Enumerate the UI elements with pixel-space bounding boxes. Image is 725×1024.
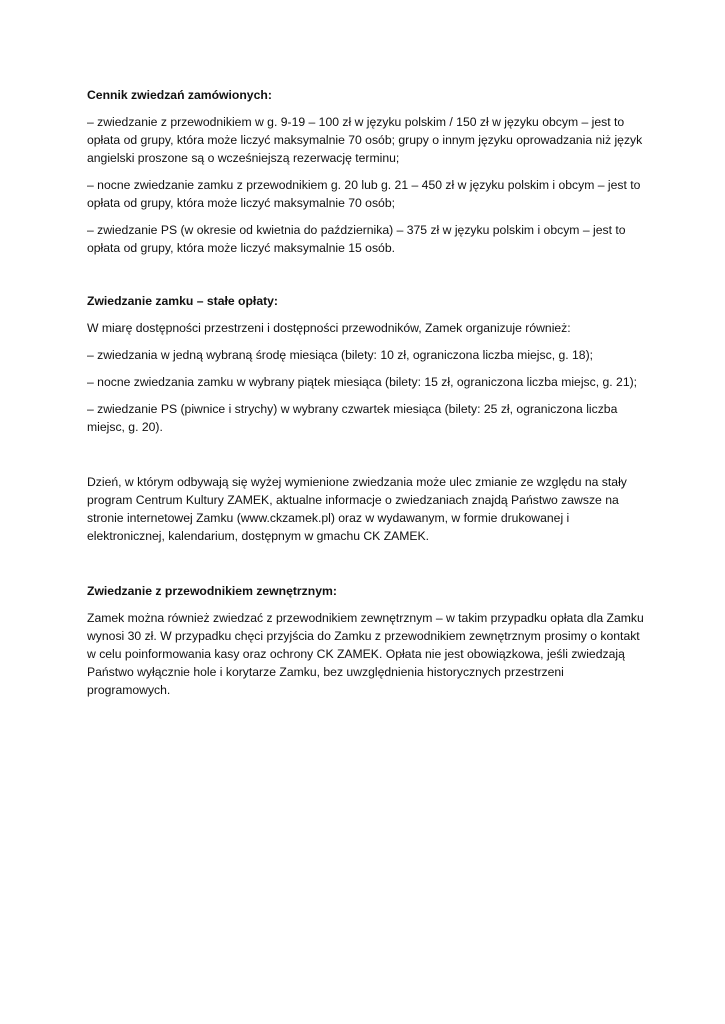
paragraph: W miarę dostępności przestrzeni i dostępności przewodników, Zamek organizuje również:: [87, 321, 571, 335]
section-external-guide: [87, 582, 647, 699]
paragraph: Dzień, w którym odbywają się wyżej wymienione zwiedzania może ulec zmianie ze względu na stały program Centrum Kultury ZAMEK, aktualne informacje o zwiedzaniach znajdą Państwo zawsze na stronie internetowej Zamku (www.ckzamek.pl) oraz w wydawanym, w formie drukowanej i elektronicznej, kalendarium, dostępnym w gmachu CK ZAMEK.: [87, 475, 627, 543]
section-title: Zwiedzanie zamku – stałe opłaty:: [87, 294, 278, 308]
document-body: [87, 86, 647, 708]
section-ordered-tours-pricing: [87, 86, 647, 257]
paragraph: – zwiedzanie PS (piwnice i strychy) w wybrany czwartek miesiąca (bilety: 25 zł, ograniczona liczba miejsc, g. 20).: [87, 402, 618, 434]
paragraph: – nocne zwiedzanie zamku z przewodnikiem g. 20 lub g. 21 – 450 zł w języku polskim i obcym – jest to opłata od grupy, która może liczyć maksymalnie 70 osób;: [87, 178, 641, 210]
paragraph: – nocne zwiedzania zamku w wybrany piątek miesiąca (bilety: 15 zł, ograniczona liczba miejsc, g. 21);: [87, 375, 638, 389]
section-title: Cennik zwiedzań zamówionych:: [87, 88, 272, 102]
paragraph: – zwiedzanie z przewodnikiem w g. 9-19 – 100 zł w języku polskim / 150 zł w języku obcym – jest to opłata od grupy, która może liczyć maksymalnie 70 osób; grupy o innym języku oprowadzania niż język angielski proszone są o wcześniejszą rezerwację terminu;: [87, 115, 643, 165]
section-fixed-fees: [87, 292, 647, 436]
paragraph: – zwiedzanie PS (w okresie od kwietnia do października) – 375 zł w języku polskim i obcym – jest to opłata od grupy, która może liczyć maksymalnie 15 osób.: [87, 223, 626, 255]
section-schedule-note: [87, 473, 647, 545]
paragraph: Zamek można również zwiedzać z przewodnikiem zewnętrznym – w takim przypadku opłata dla Zamku wynosi 30 zł. W przypadku chęci przyjścia do Zamku z przewodnikiem zewnętrznym prosimy o kontakt w celu poinformowania kasy oraz ochrony CK ZAMEK. Opłata nie jest obowiązkowa, jeśli zwiedzają Państwo wyłącznie hole i korytarze Zamku, bez uwzględnienia historycznych przestrzeni programowych.: [87, 611, 644, 697]
section-title: Zwiedzanie z przewodnikiem zewnętrznym:: [87, 584, 337, 598]
paragraph: – zwiedzania w jedną wybraną środę miesiąca (bilety: 10 zł, ograniczona liczba miejsc, g. 18);: [87, 348, 594, 362]
